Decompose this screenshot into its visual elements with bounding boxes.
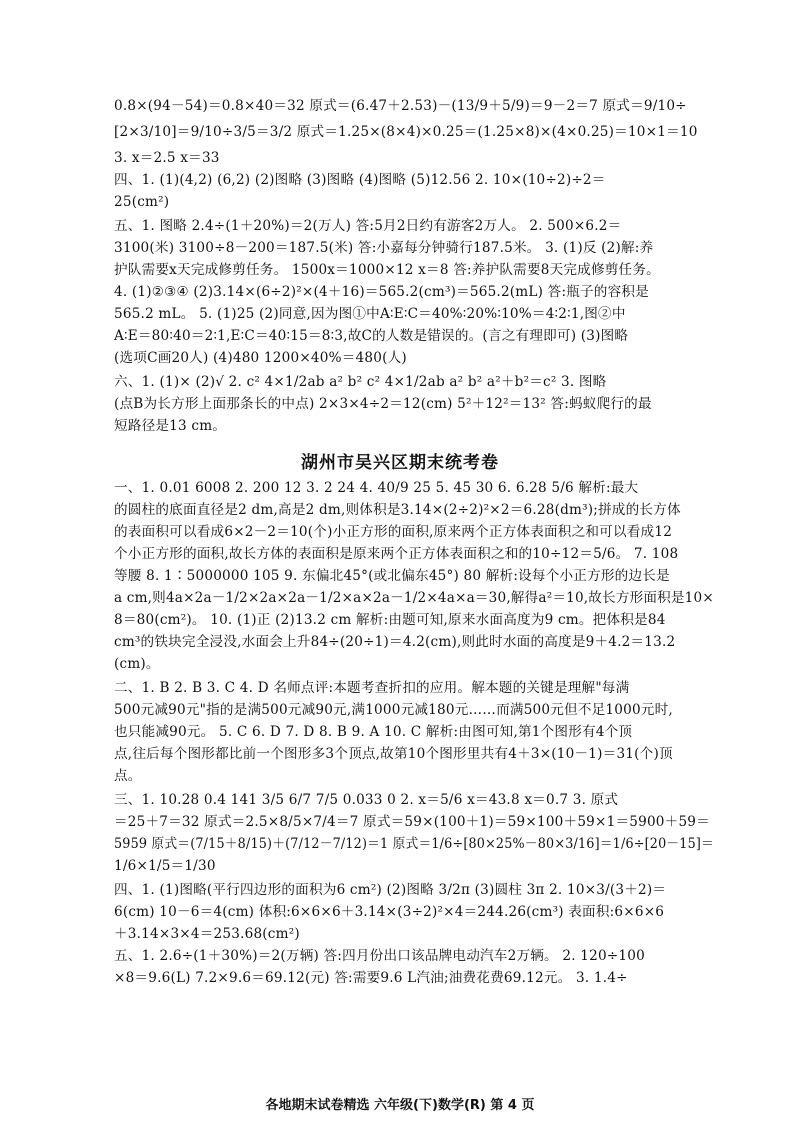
text-line: 6(cm) 10－6＝4(cm) 体积:6×6×6＋3.14×(3÷2)²×4＝244.26(cm³) 表面积:6×6×6: [114, 904, 665, 920]
text-line: 0.8×(94－54)＝0.8×40＝32 原式＝(6.47＋2.53)－(13/9＋5/9)＝9－2＝7 原式＝9/10÷: [114, 98, 687, 114]
text-line: A∶E＝80∶40＝2∶1,E∶C＝40∶15＝8∶3,故C的人数是错误的。(言之有理即可) (3)图略: [114, 328, 629, 344]
text-line: a cm,则4a×2a－1/2×2a×2a－1/2×a×2a－1/2×4a×a＝30,解得a²＝10,故长方形面积是10×: [114, 590, 714, 606]
text-line: 5959 原式＝(7/15＋8/15)＋(7/12－7/12)＝1 原式＝1/6÷[80×25%－80×3/16]＝1/6÷[20－15]＝: [114, 836, 714, 852]
text-line: 565.2 mL。 5. (1)25 (2)同意,因为图①中A∶E∶C＝40%∶20%∶10%＝4∶2∶1,图②中: [114, 306, 626, 322]
text-line: ＋3.14×3×4＝253.68(cm²): [114, 926, 300, 942]
text-line: 点,往后每个图形都比前一个图形多3个顶点,故第10个图形里共有4＋3×(10－1)＝31(个)顶: [114, 746, 673, 762]
text-line: (cm)。: [114, 656, 160, 672]
text-line: 六、1. (1)× (2)√ 2. c² 4×1/2ab a² b² c² 4×1/2ab a² b² a²＋b²＝c² 3. 图略: [114, 374, 607, 390]
text-line: 500元减90元"指的是满500元减90元,满1000元减180元……而满500元但不足1000元时,: [114, 702, 673, 718]
text-line: 的表面积可以看成6×2－2＝10(个)小正方形的面积,原来两个正方体表面积之和可以看成12: [114, 524, 673, 540]
text-line: 3100(米) 3100÷8－200＝187.5(米) 答:小嘉每分钟骑行187.5米。 3. (1)反 (2)解:养: [114, 240, 654, 256]
text-line: 五、1. 图略 2.4÷(1＋20%)＝2(万人) 答:5月2日约有游客2万人。 2. 500×6.2＝: [114, 218, 622, 234]
text-line: 等腰 8. 1∶5000000 105 9. 东偏北45°(或北偏东45°) 80 解析:设每个小正方形的边长是: [114, 568, 670, 584]
text-line: (点B为长方形上面那条长的中点) 2×3×4÷2＝12(cm) 5²＋12²＝13² 答:蚂蚁爬行的最: [114, 396, 652, 412]
text-line: 8＝80(cm²)。 10. (1)正 (2)13.2 cm 解析:由题可知,原来水面高度为9 cm。把体积是84: [114, 612, 666, 628]
section-title: 湖州市吴兴区期末统考卷: [301, 453, 499, 473]
text-line: cm³的铁块完全浸没,水面会上升84÷(20÷1)＝4.2(cm),则此时水面的高度是9＋4.2＝13.2: [114, 634, 676, 650]
text-line: 也只能减90元。 5. C 6. D 7. D 8. B 9. A 10. C 解析:由图可知,第1个图形有4个顶: [114, 724, 633, 740]
text-line: 三、1. 10.28 0.4 141 3/5 6/7 7/5 0.033 0 2. x＝5/6 x＝43.8 x＝0.7 3. 原式: [114, 792, 619, 808]
text-line: 护队需要x天完成修剪任务。 1500x＝1000×12 x＝8 答:养护队需要8天完成修剪任务。: [114, 262, 660, 278]
text-line: 二、1. B 2. B 3. C 4. D 名师点评:本题考查折扣的应用。解本题的关键是理解"每满: [114, 680, 630, 696]
text-line: 的圆柱的底面直径是2 dm,高是2 dm,则体积是3.14×(2÷2)²×2＝6.28(dm³);拼成的长方体: [114, 502, 681, 518]
text-line: 四、1. (1)(4,2) (6,2) (2)图略 (3)图略 (4)图略 (5)12.56 2. 10×(10÷2)÷2＝: [114, 172, 606, 188]
text-line: 五、1. 2.6÷(1＋30%)＝2(万辆) 答:四月份出口该品牌电动汽车2万辆。 2. 120÷100: [114, 948, 645, 964]
text-line: 点。: [114, 768, 142, 784]
text-line: (选项C画20人) (4)480 1200×40%＝480(人): [114, 350, 407, 366]
text-line: 短路径是13 cm。: [114, 418, 227, 434]
text-line: ＝25＋7＝32 原式＝2.5×8/5×7/4＝7 原式＝59×(100＋1)＝59×100＋59×1＝5900＋59＝: [114, 814, 710, 830]
text-line: ×8＝9.6(L) 7.2×9.6＝69.12(元) 答:需要9.6 L汽油;油费花费69.12元。 3. 1.4÷: [114, 970, 628, 986]
text-line: 一、1. 0.01 6008 2. 200 12 3. 2 24 4. 40/9 25 5. 45 30 6. 6.28 5/6 解析:最大: [114, 480, 639, 496]
text-line: [2×3/10]＝9/10÷3/5＝3/2 原式＝1.25×(8×4)×0.25＝(1.25×8)×(4×0.25)＝10×1＝10: [114, 124, 698, 140]
text-line: 1/6×1/5＝1/30: [114, 858, 216, 874]
text-line: 四、1. (1)图略(平行四边形的面积为6 cm²) (2)图略 3/2π (3)圆柱 3π 2. 10×3/(3＋2)＝: [114, 882, 667, 898]
text-line: 25(cm²): [114, 194, 170, 210]
text-line: 4. (1)②③④ (2)3.14×(6÷2)²×(4＋16)＝565.2(cm³)＝565.2(mL) 答:瓶子的容积是: [114, 284, 649, 300]
page-footer: 各地期末试卷精选 六年级(下)数学(R) 第 4 页: [265, 1098, 535, 1113]
text-line: 个小正方形的面积,故长方体的表面积是原来两个正方体表面积之和的10÷12＝5/6。 7. 108: [114, 546, 679, 562]
text-line: 3. x＝2.5 x＝33: [114, 150, 220, 166]
